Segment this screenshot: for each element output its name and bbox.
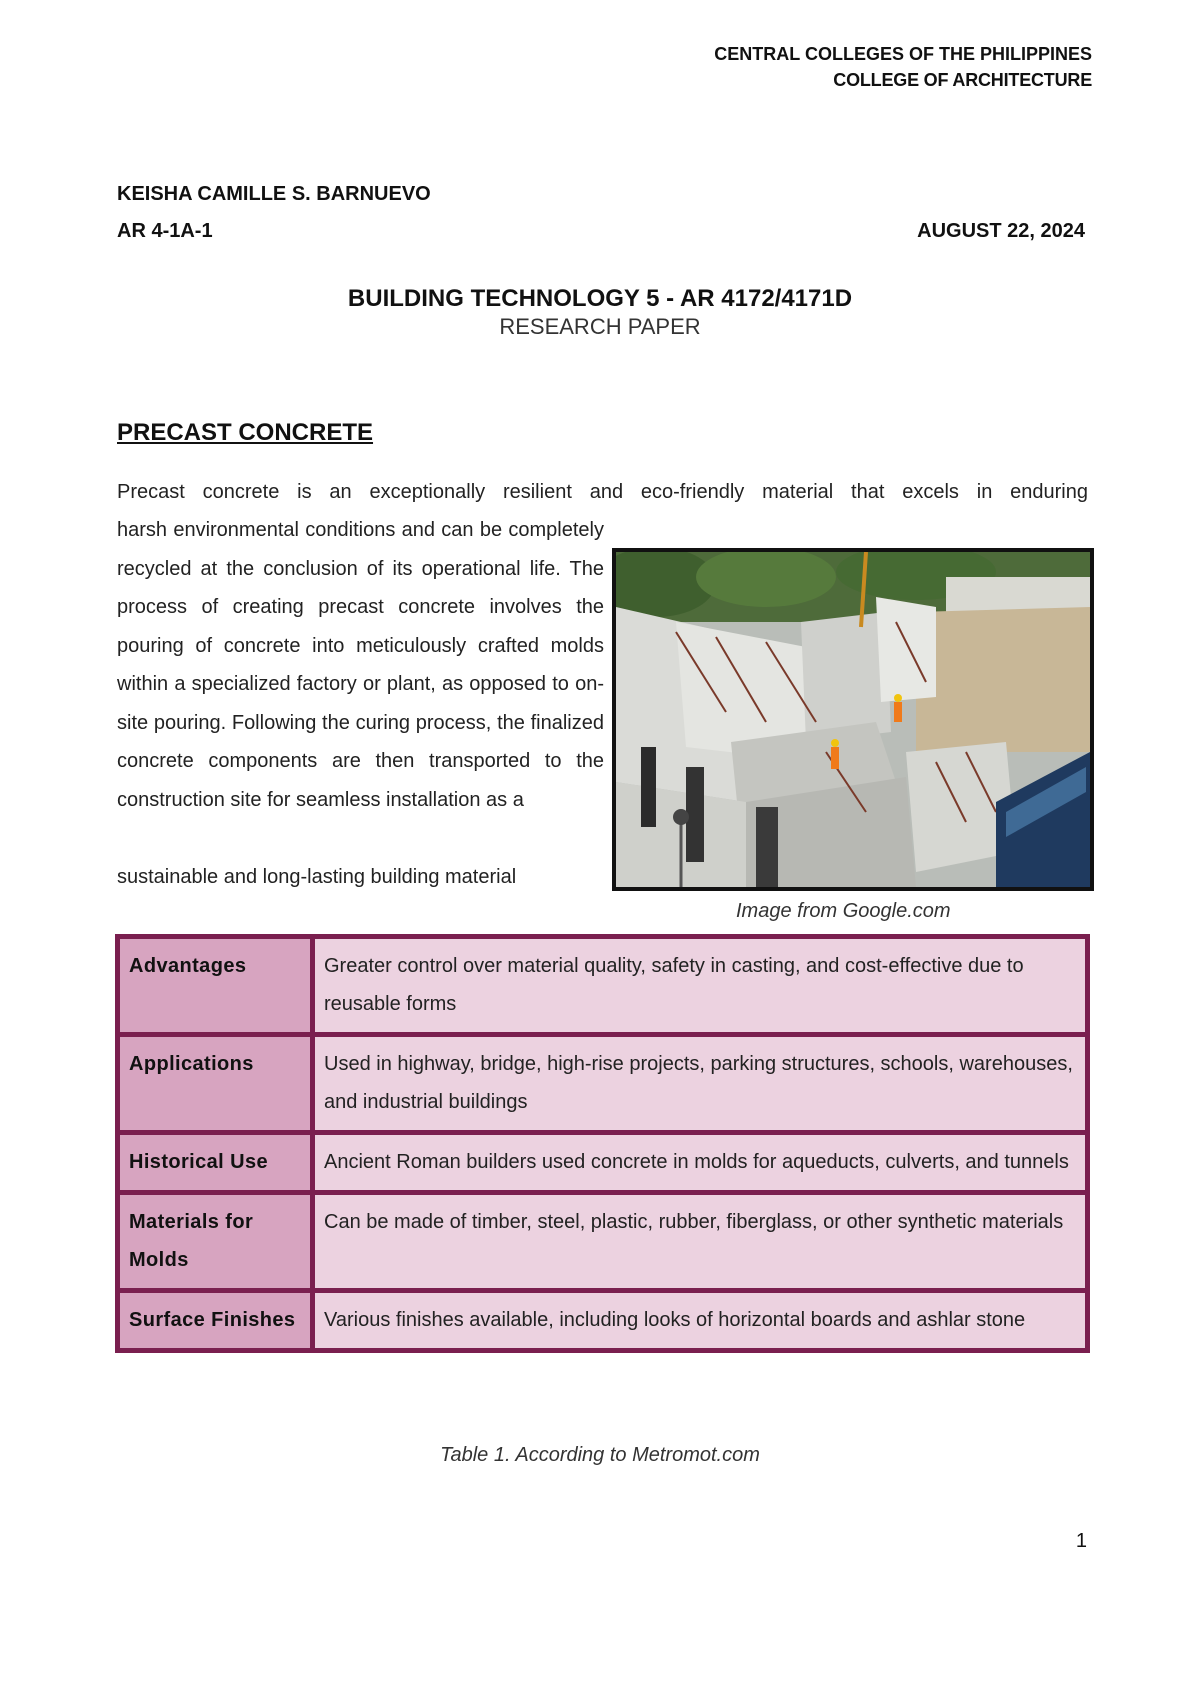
table-row [118,937,1088,1035]
properties-table [115,934,1090,1353]
page-number: 1 [1075,1530,1087,1552]
row-value: Can be made of timber, steel, plastic, rubber, fiberglass, or other synthetic materials [313,1193,1088,1291]
course-title: BUILDING TECHNOLOGY 5 - AR 4172/4171D [347,285,853,312]
paragraph-last-line: sustainable and long-lasting building material [117,866,517,888]
row-label: Materials for Molds [118,1193,313,1291]
image-caption: Image from Google.com [736,900,951,922]
institution-name: CENTRAL COLLEGES OF THE PHILIPPINES [714,44,1092,64]
submission-date: AUGUST 22, 2024 [917,220,1085,242]
student-name: KEISHA CAMILLE S. BARNUEVO [117,183,431,205]
section-heading: PRECAST CONCRETE [117,419,374,446]
student-section: AR 4-1A-1 [117,220,213,242]
paragraph-first-line: Precast concrete is an exceptionally resilient and eco-friendly material that excels in enduring [117,481,1088,503]
table-row [118,1035,1088,1133]
row-value: Used in highway, bridge, high-rise projects, parking structures, schools, warehouses, and industrial buildings [313,1035,1088,1133]
row-label: Historical Use [118,1133,313,1193]
college-name: COLLEGE OF ARCHITECTURE [833,70,1092,90]
paper-type: RESEARCH PAPER [499,314,701,339]
row-value: Greater control over material quality, safety in casting, and cost-effective due to reusable forms [313,937,1088,1035]
row-label: Surface Finishes [118,1291,313,1351]
row-label: Applications [118,1035,313,1133]
table-row [118,1291,1088,1351]
table-row [118,1193,1088,1291]
precast-construction-photo [612,548,1094,891]
row-label: Advantages [118,937,313,1035]
row-value: Ancient Roman builders used concrete in molds for aqueducts, culverts, and tunnels [313,1133,1088,1193]
paragraph-body: harsh environmental conditions and can be completely recycled at the conclusion of its operational life. The process of creating precast concrete involves the pouring of concrete into meticulously crafted molds within a specialized factory or plant, as opposed to on-site pouring. Following the curing process, the finalized concrete components are then transported to the construction site for seamless installation as a [117,519,604,811]
row-value: Various finishes available, including looks of horizontal boards and ashlar stone [313,1291,1088,1351]
table-caption: Table 1. According to Metromot.com [440,1444,760,1466]
table-row [118,1133,1088,1193]
